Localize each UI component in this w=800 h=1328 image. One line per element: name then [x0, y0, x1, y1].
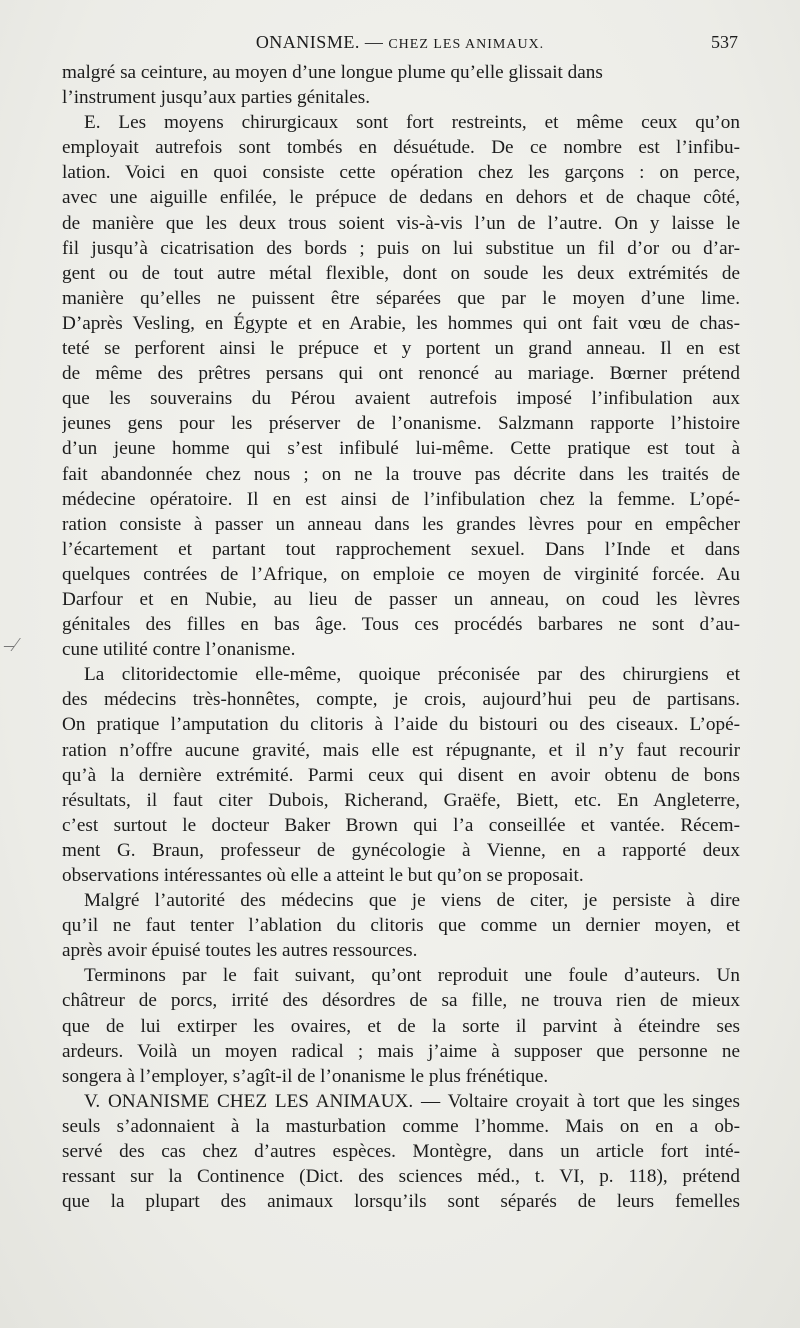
margin-pencil-mark: –⁄ — [4, 634, 18, 656]
text-line: lation. Voici en quoi consiste cette opération chez les garçons : on perce, — [62, 162, 740, 184]
header-title-separator: — — [364, 32, 384, 52]
text-line: résultats, il faut citer Dubois, Richerand, Graëfe, Biett, etc. En Angleterre, — [62, 789, 740, 811]
text-line: D’après Vesling, en Égypte et en Arabie, les hommes qui ont fait vœu de chas- — [62, 312, 740, 334]
text-line: fil jusqu’à cicatrisation des bords ; puis on lui substitue un fil d’or ou d’ar- — [62, 237, 740, 259]
text-line: Darfour et en Nubie, au lieu de passer un anneau, on coud les lèvres — [62, 588, 740, 610]
text-line: La clitoridectomie elle-même, quoique préconisée par des chirurgiens et — [84, 664, 740, 686]
text-line: quelques contrées de l’Afrique, on emploie ce moyen de virginité forcée. Au — [62, 563, 740, 585]
page-number: 537 — [711, 32, 738, 52]
text-line: génitales des filles en bas âge. Tous ces procédés barbares ne sont d’au- — [62, 614, 740, 636]
text-line: châtreur de porcs, irrité des désordres de sa fille, ne trouva rien de mieux — [62, 990, 740, 1012]
text-line: l’instrument jusqu’aux parties génitales. — [62, 87, 370, 109]
text-line: Terminons par le fait suivant, qu’ont reproduit une foule d’auteurs. Un — [84, 965, 740, 987]
text-line: ardeurs. Voilà un moyen radical ; mais j’aime à supposer que personne ne — [62, 1040, 740, 1062]
text-line: observations intéressantes où elle a atteint le but qu’on se proposait. — [62, 865, 584, 886]
text-line: d’un jeune homme qui s’est infibulé lui-même. Cette pratique est tout à — [62, 438, 740, 460]
text-line: employait autrefois sont tombés en désuétude. De ce nombre est l’infibu- — [62, 137, 740, 159]
text-line: de manière que les deux trous soient vis-à-vis l’un de l’autre. On y laisse le — [62, 212, 740, 234]
text-line: qu’il ne faut tenter l’ablation du clitoris que comme un dernier moyen, et — [62, 915, 740, 937]
text-line: des médecins très-honnêtes, compte, je crois, aujourd’hui peu de partisans. — [62, 689, 740, 711]
running-header — [62, 30, 738, 58]
text-line: gent ou de tout autre métal flexible, dont on soude les deux extrémités de — [62, 262, 740, 284]
text-line: ment G. Braun, professeur de gynécologie à Vienne, en a rapporté deux — [62, 839, 740, 861]
text-line: V. ONANISME CHEZ LES ANIMAUX. — Voltaire croyait à tort que les singes — [84, 1090, 740, 1112]
text-line: ration consiste à passer un anneau dans les grandes lèvres pour en empêcher — [62, 513, 740, 535]
text-line: de même des prêtres persans qui ont renoncé au mariage. Bœrner prétend — [62, 363, 740, 385]
text-line: On pratique l’amputation du clitoris à l’aide du bistouri ou des ciseaux. L’opé- — [62, 714, 740, 736]
text-line: servé des cas chez d’autres espèces. Montègre, dans un article fort inté- — [62, 1141, 740, 1163]
header-title-main: ONANISME. — [255, 32, 360, 52]
text-line: que de lui extirper les ovaires, et de la sorte il parvint à éteindre ses — [62, 1015, 740, 1037]
text-line: seuls s’adonnaient à la masturbation comme l’homme. Mais on en a ob- — [62, 1115, 740, 1137]
header-title-sub: CHEZ LES ANIMAUX. — [388, 37, 545, 52]
text-line: médecine opératoire. Il en est ainsi de l’infibulation chez la femme. L’opé- — [62, 488, 740, 510]
body-text — [62, 60, 740, 1214]
text-line: cune utilité contre l’onanisme. — [62, 639, 296, 661]
text-line: manière qu’elles ne puissent être séparées que par le moyen d’une lime. — [62, 287, 740, 309]
text-line: avec une aiguille enfilée, le prépuce de dedans en dehors et de chaque côté, — [62, 187, 740, 209]
text-line: ration n’offre aucune gravité, mais elle est répugnante, et il n’y faut recourir — [62, 739, 740, 761]
text-line: ressant sur la Continence (Dict. des sciences méd., t. VI, p. 118), prétend — [62, 1166, 740, 1188]
header-title — [62, 32, 738, 53]
text-line: qu’à la dernière extrémité. Parmi ceux qui disent en avoir obtenu de bons — [62, 764, 740, 786]
text-line: teté se perforent ainsi le prépuce et y portent un grand anneau. Il en est — [62, 338, 740, 360]
text-line: l’écartement et partant tout rapprochement sexuel. Dans l’Inde et dans — [62, 538, 740, 560]
text-line: jeunes gens pour les préserver de l’onanisme. Salzmann rapporte l’histoire — [62, 413, 740, 435]
text-line: que les souverains du Pérou avaient autrefois imposé l’infibulation aux — [62, 388, 740, 410]
text-line: E. Les moyens chirurgicaux sont fort restreints, et même ceux qu’on — [84, 112, 740, 134]
text-line: fait abandonnée chez nous ; on ne la trouve pas décrite dans les traités de — [62, 463, 740, 485]
text-line: malgré sa ceinture, au moyen d’une longue plume qu’elle glissait dans — [62, 62, 603, 83]
text-line: songera à l’employer, s’agît-il de l’onanisme le plus frénétique. — [62, 1065, 549, 1087]
text-line: que la plupart des animaux lorsqu’ils sont séparés de leurs femelles — [62, 1191, 740, 1213]
text-line: Malgré l’autorité des médecins que je viens de citer, je persiste à dire — [84, 890, 740, 912]
text-line: après avoir épuisé toutes les autres ressources. — [62, 940, 418, 962]
text-line: c’est surtout le docteur Baker Brown qui l’a conseillée et vantée. Récem- — [62, 814, 740, 836]
